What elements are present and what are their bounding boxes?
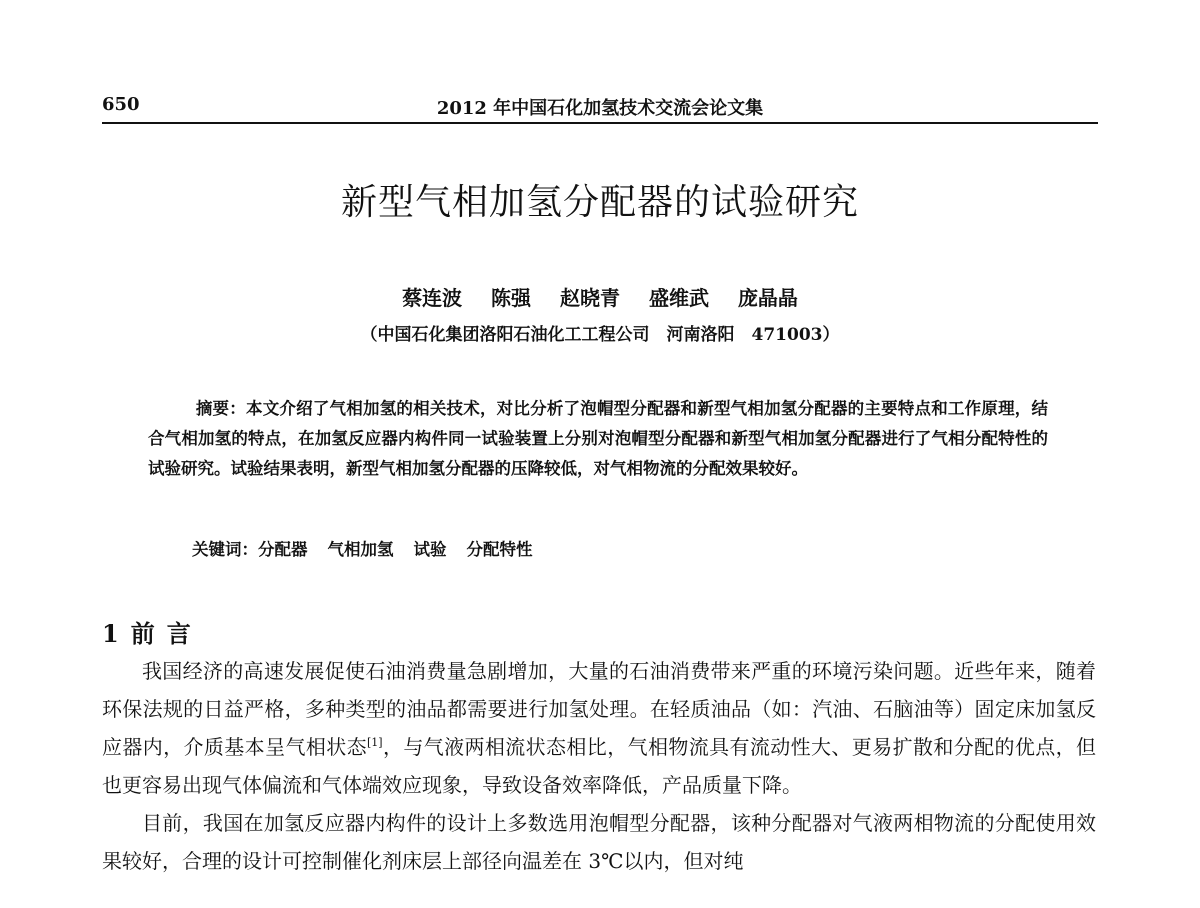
author-name: 蔡连波 — [402, 286, 463, 310]
affiliation: （中国石化集团洛阳石油化工工程公司 河南洛阳 471003） — [360, 325, 840, 345]
author-name: 庞晶晶 — [737, 286, 798, 310]
section-heading — [102, 614, 203, 649]
author-list — [0, 282, 1200, 311]
page-header — [102, 92, 1098, 124]
paper-title: 新型气相加氢分配器的试验研究 — [340, 182, 859, 223]
paragraph-text: ，与气液两相流状态相比，气相物流具有流动性大、更易扩散和分配的优点，但也更容易出现气体偏流和气体端效应现象，导致设备效率降低，产品质量下降。 — [102, 735, 1097, 797]
abstract — [148, 394, 1048, 484]
body-paragraph — [102, 652, 1096, 804]
keyword: 分配器 — [258, 540, 308, 559]
section-number: 1 — [102, 619, 119, 648]
keywords-label: 关键词： — [192, 540, 258, 559]
keyword: 分配特性 — [466, 540, 533, 559]
proceedings-title: 2012 年中国石化加氢技术交流会论文集 — [436, 98, 764, 119]
keyword: 试验 — [413, 540, 447, 559]
keywords — [192, 536, 553, 560]
body-paragraph: 目前，我国在加氢反应器内构件的设计上多数选用泡帽型分配器，该种分配器对气液两相物流的分配使用效果较好，合理的设计可控制催化剂床层上部径向温差在 3℃以内，但对纯 — [102, 811, 1096, 873]
keyword: 气相加氢 — [327, 540, 394, 559]
author-name: 赵晓青 — [560, 286, 620, 310]
author-name: 盛维武 — [648, 286, 709, 310]
abstract-text: 本文介绍了气相加氢的相关技术，对比分析了泡帽型分配器和新型气相加氢分配器的主要特点和工作原理，结合气相加氢的特点，在加氢反应器内构件同一试验装置上分别对泡帽型分配器和新型气相加氢分配器进行了气相分配特性的试验研究。试验结果表明，新型气相加氢分配器的压降较低，对气相物流的分配效果较好。 — [148, 399, 1049, 478]
abstract-label: 摘要： — [195, 399, 246, 418]
section-body — [102, 652, 1096, 880]
paragraph-text: 我国经济的高速发展促使石油消费量急剧增加，大量的石油消费带来严重的环境污染问题。近些年来，随着环保法规的日益严格，多种类型的油品都需要进行加氢处理。在轻质油品（如：汽油、石脑油等）固定床加氢反应器内，介质基本呈气相状态 — [102, 659, 1096, 759]
author-name: 陈强 — [491, 286, 532, 310]
citation-reference: [1] — [367, 736, 383, 749]
section-title: 前言 — [130, 619, 203, 648]
page-number: 650 — [102, 94, 140, 115]
